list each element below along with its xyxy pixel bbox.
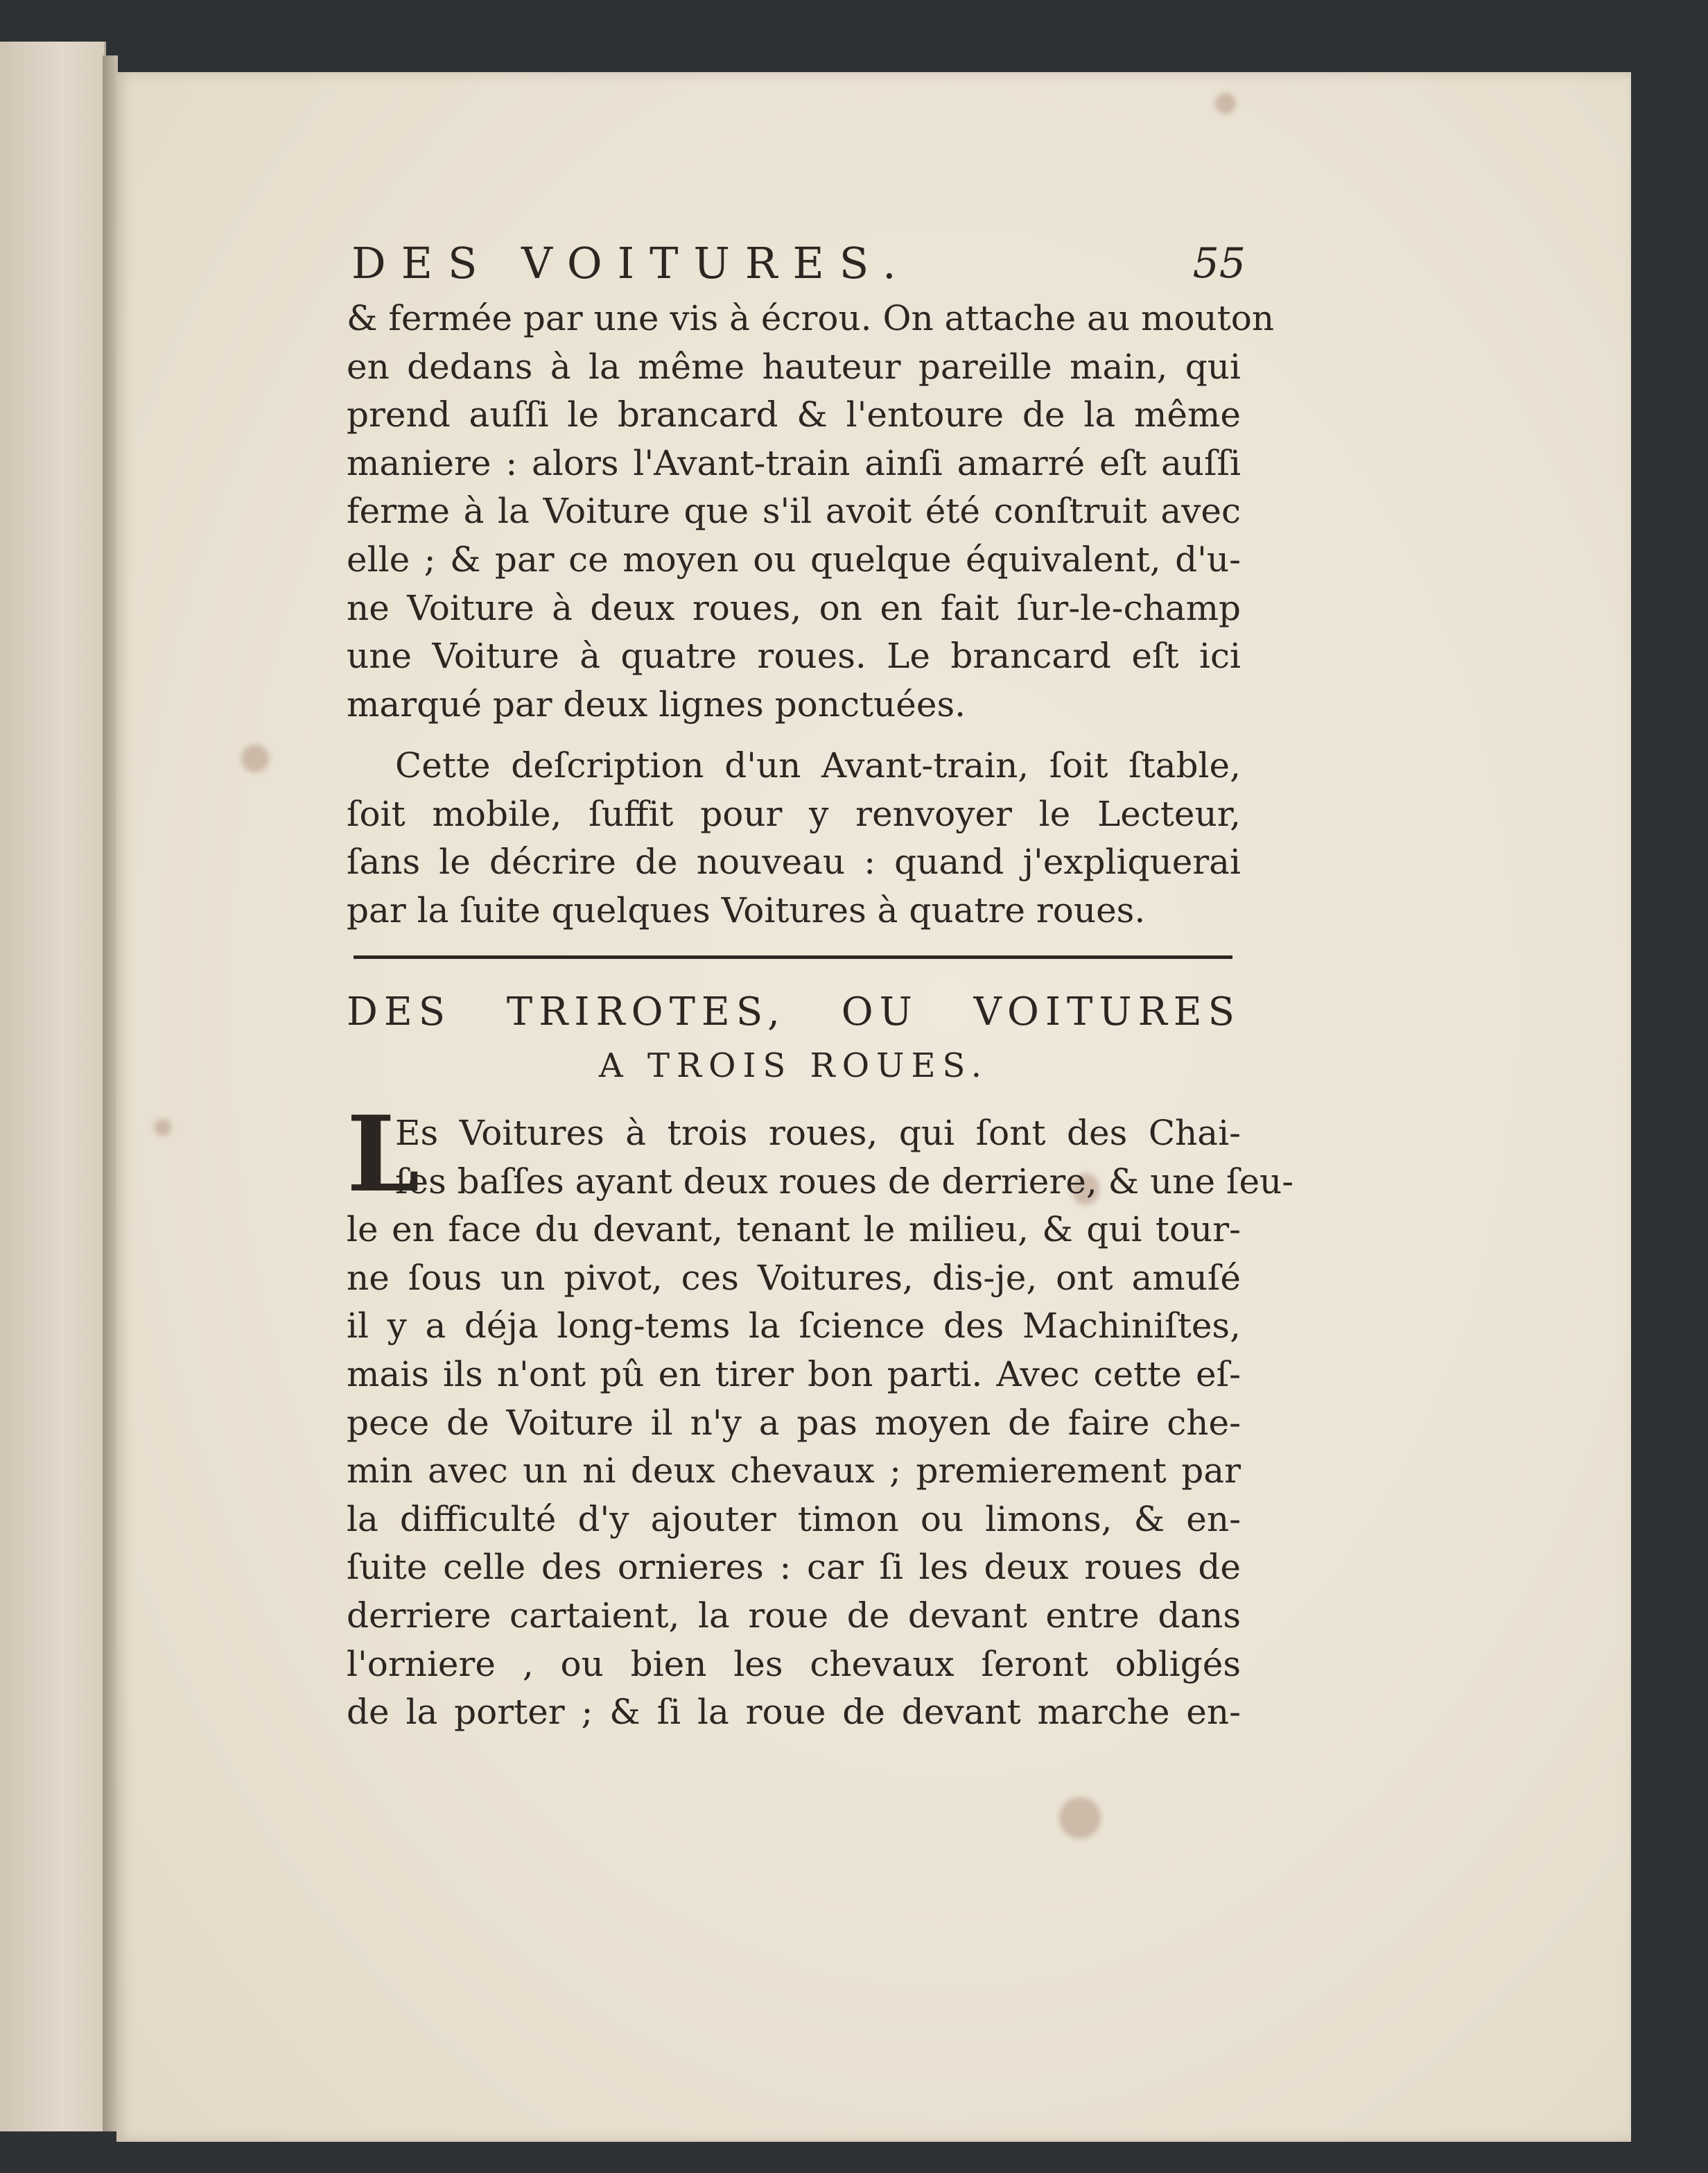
text-line: Es Voitures à trois roues, qui ſont des Chai- bbox=[395, 1113, 1241, 1153]
text-line: ſes baſſes ayant deux roues de derriere, & une ſeu- bbox=[395, 1161, 1294, 1202]
text-line: marqué par deux lignes ponctuées. bbox=[347, 684, 966, 725]
paragraph-1 bbox=[347, 295, 1275, 729]
paragraph-2 bbox=[347, 742, 1241, 935]
drop-cap: L bbox=[347, 1093, 420, 1215]
text-line: mais ils n'ont pû en tirer bon parti. Avec cette eſ- bbox=[347, 1353, 1241, 1394]
text-line: ſoit mobile, ſuffit pour y renvoyer le Lecteur, bbox=[347, 793, 1241, 834]
foxing-spot bbox=[241, 745, 269, 772]
foxing-spot bbox=[1059, 1797, 1101, 1839]
text-line: derriere cartaient, la roue de devant entre dans bbox=[347, 1595, 1241, 1636]
text-line: de la porter ; & ſi la roue de devant marche en- bbox=[347, 1692, 1241, 1733]
text-line: min avec un ni deux chevaux ; premierement par bbox=[347, 1451, 1241, 1491]
text-line: maniere : alors l'Avant-train ainſi amarré eſt auſſi bbox=[347, 442, 1241, 483]
text-line: pece de Voiture il n'y a pas moyen de faire che- bbox=[347, 1402, 1241, 1443]
foxing-spot bbox=[1215, 93, 1236, 114]
scan-background-right bbox=[1632, 0, 1708, 2173]
text-line: ferme à la Voiture que s'il avoit été conſtruit avec bbox=[347, 491, 1241, 532]
text-line: l'orniere , ou bien les chevaux ſeront obligés bbox=[347, 1643, 1241, 1684]
text-line: Cette deſcription d'un Avant-train, ſoit ſtable, bbox=[395, 745, 1241, 786]
text-line: & fermée par une vis à écrou. On attache au mouton bbox=[347, 298, 1275, 338]
running-head bbox=[351, 236, 1246, 291]
text-line: en dedans à la même hauteur pareille main, qui bbox=[347, 346, 1241, 387]
text-line: par la ſuite quelques Voitures à quatre roues. bbox=[347, 890, 1146, 930]
text-line: le en face du devant, tenant le milieu, & qui tour- bbox=[347, 1209, 1241, 1250]
text-line: une Voiture à quatre roues. Le brancard eſt ici bbox=[347, 636, 1241, 677]
text-line: il y a déja long-tems la ſcience des Machiniſtes, bbox=[347, 1306, 1241, 1347]
section-divider bbox=[354, 955, 1232, 959]
section-subheading: A TROIS ROUES. bbox=[599, 1046, 988, 1085]
text-line: ne ſous un pivot, ces Voitures, dis-je, ont amuſé bbox=[347, 1257, 1241, 1298]
facing-page-edge bbox=[0, 42, 106, 2136]
text-line: la difficulté d'y ajouter timon ou limons, & en- bbox=[347, 1498, 1241, 1539]
text-line: ne Voiture à deux roues, on en fait ſur-le-champ bbox=[347, 587, 1241, 628]
text-line: prend auſſi le brancard & l'entoure de la même bbox=[347, 395, 1241, 435]
paragraph-3 bbox=[347, 1109, 1294, 1737]
page-number: 55 bbox=[1192, 239, 1246, 288]
scan-background-top bbox=[0, 0, 1708, 76]
foxing-spot bbox=[155, 1119, 171, 1136]
running-title: DES VOITURES. bbox=[351, 238, 912, 288]
text-line: ſuite celle des ornieres : car ſi les deux roues de bbox=[347, 1547, 1241, 1588]
text-line: elle ; & par ce moyen ou quelque équivalent, d'u- bbox=[347, 539, 1241, 580]
text-line: ſans le décrire de nouveau : quand j'expliquerai bbox=[347, 842, 1241, 883]
section-heading: DES TRIROTES, OU VOITURES bbox=[347, 989, 1241, 1034]
book-gutter bbox=[103, 55, 118, 2142]
